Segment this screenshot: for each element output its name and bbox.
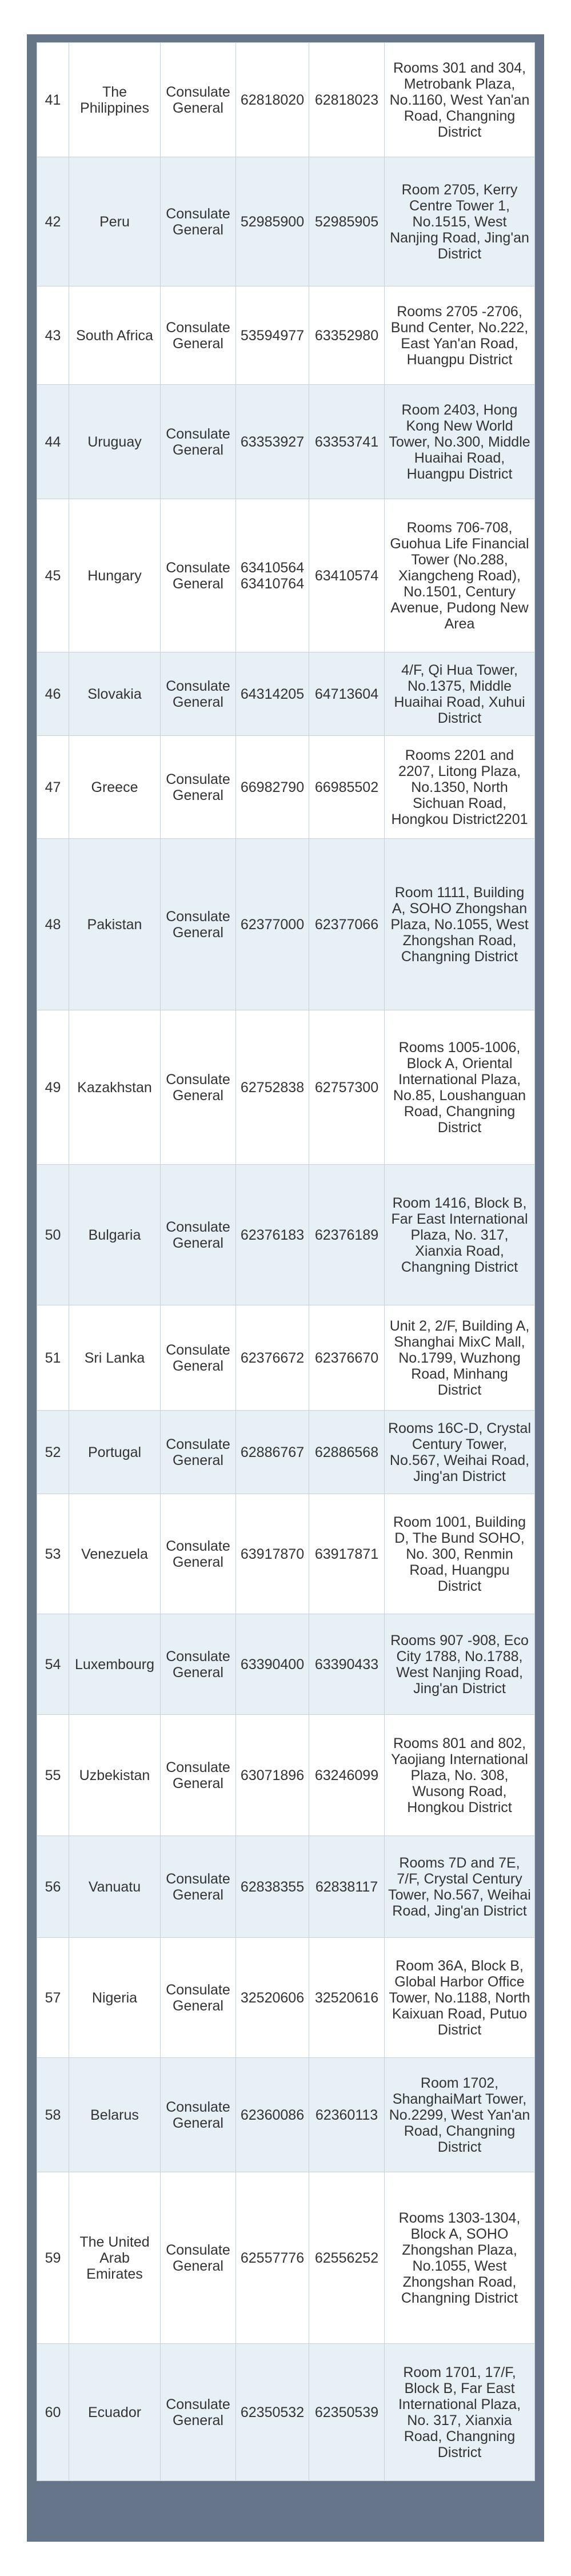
- table-row: [37, 1305, 535, 1411]
- country-cell: Uruguay: [69, 385, 161, 499]
- address-cell: Room 2705, Kerry Centre Tower 1, No.1515, West Nanjing Road, Jing'an District: [385, 157, 535, 286]
- address-cell: Unit 2, 2/F, Building A, Shanghai MixC Mall, No.1799, Wuzhong Road, Minhang District: [385, 1305, 535, 1411]
- table-row: [37, 1938, 535, 2058]
- country-cell: Uzbekistan: [69, 1715, 161, 1836]
- phone-cell: 63410564 63410764: [236, 499, 309, 652]
- table-row: [37, 286, 535, 385]
- table-row: [37, 1614, 535, 1715]
- address-cell: Rooms 706-708, Guohua Life Financial Tower (No.288, Xiangcheng Road), No.1501, Century Avenue, Pudong New Area: [385, 499, 535, 652]
- table-body: [37, 43, 535, 2481]
- row-number: 50: [37, 1165, 69, 1305]
- table-row: [37, 499, 535, 652]
- fax-cell: 62376189: [309, 1165, 385, 1305]
- country-cell: Pakistan: [69, 839, 161, 1010]
- address-cell: Rooms 2705 -2706, Bund Center, No.222, East Yan'an Road, Huangpu District: [385, 286, 535, 385]
- fax-cell: 63246099: [309, 1715, 385, 1836]
- address-cell: Room 1701, 17/F, Block B, Far East International Plaza, No. 317, Xianxia Road, Changning District: [385, 2344, 535, 2481]
- country-cell: South Africa: [69, 286, 161, 385]
- country-cell: Luxembourg: [69, 1614, 161, 1715]
- row-number: 56: [37, 1836, 69, 1938]
- country-cell: Hungary: [69, 499, 161, 652]
- country-cell: Portugal: [69, 1411, 161, 1494]
- mission-type-cell: Consulate General: [161, 1494, 236, 1614]
- row-number: 59: [37, 2172, 69, 2344]
- table-row: [37, 1836, 535, 1938]
- mission-type-cell: Consulate General: [161, 1614, 236, 1715]
- address-cell: Room 36A, Block B, Global Harbor Office Tower, No.1188, North Kaixuan Road, Putuo District: [385, 1938, 535, 2058]
- phone-cell: 66982790: [236, 736, 309, 839]
- phone-cell: 62838355: [236, 1836, 309, 1938]
- row-number: 51: [37, 1305, 69, 1411]
- phone-cell: 63353927: [236, 385, 309, 499]
- country-cell: Greece: [69, 736, 161, 839]
- row-number: 58: [37, 2058, 69, 2172]
- address-cell: Rooms 7D and 7E, 7/F, Crystal Century Tower, No.567, Weihai Road, Jing'an District: [385, 1836, 535, 1938]
- fax-cell: 32520616: [309, 1938, 385, 2058]
- fax-cell: 62757300: [309, 1010, 385, 1165]
- country-cell: Ecuador: [69, 2344, 161, 2481]
- mission-type-cell: Consulate General: [161, 43, 236, 157]
- table-row: [37, 157, 535, 286]
- address-cell: Rooms 16C-D, Crystal Century Tower, No.567, Weihai Road, Jing'an District: [385, 1411, 535, 1494]
- address-cell: Room 1702, ShanghaiMart Tower, No.2299, West Yan'an Road, Changning District: [385, 2058, 535, 2172]
- mission-type-cell: Consulate General: [161, 2058, 236, 2172]
- table-row: [37, 2172, 535, 2344]
- table-row: [37, 1411, 535, 1494]
- table-row: [37, 652, 535, 736]
- mission-type-cell: Consulate General: [161, 1938, 236, 2058]
- phone-cell: 53594977: [236, 286, 309, 385]
- phone-cell: 63390400: [236, 1614, 309, 1715]
- mission-type-cell: Consulate General: [161, 839, 236, 1010]
- country-cell: Vanuatu: [69, 1836, 161, 1938]
- country-cell: Venezuela: [69, 1494, 161, 1614]
- table-frame: [27, 34, 544, 2542]
- row-number: 45: [37, 499, 69, 652]
- phone-cell: 62360086: [236, 2058, 309, 2172]
- country-cell: Bulgaria: [69, 1165, 161, 1305]
- table-row: [37, 1010, 535, 1165]
- country-cell: Slovakia: [69, 652, 161, 736]
- row-number: 55: [37, 1715, 69, 1836]
- mission-type-cell: Consulate General: [161, 1411, 236, 1494]
- table-row: [37, 2058, 535, 2172]
- phone-cell: 64314205: [236, 652, 309, 736]
- table-row: [37, 385, 535, 499]
- mission-type-cell: Consulate General: [161, 1836, 236, 1938]
- mission-type-cell: Consulate General: [161, 286, 236, 385]
- mission-type-cell: Consulate General: [161, 385, 236, 499]
- address-cell: Rooms 801 and 802, Yaojiang International Plaza, No. 308, Wusong Road, Hongkou District: [385, 1715, 535, 1836]
- mission-type-cell: Consulate General: [161, 1010, 236, 1165]
- country-cell: Nigeria: [69, 1938, 161, 2058]
- fax-cell: 62838117: [309, 1836, 385, 1938]
- phone-cell: 32520606: [236, 1938, 309, 2058]
- country-cell: Peru: [69, 157, 161, 286]
- country-cell: Sri Lanka: [69, 1305, 161, 1411]
- table-row: [37, 1715, 535, 1836]
- row-number: 48: [37, 839, 69, 1010]
- mission-type-cell: Consulate General: [161, 736, 236, 839]
- fax-cell: 62350539: [309, 2344, 385, 2481]
- table-row: [37, 1165, 535, 1305]
- fax-cell: 62556252: [309, 2172, 385, 2344]
- row-number: 44: [37, 385, 69, 499]
- phone-cell: 63917870: [236, 1494, 309, 1614]
- row-number: 46: [37, 652, 69, 736]
- fax-cell: 63390433: [309, 1614, 385, 1715]
- address-cell: Rooms 2201 and 2207, Litong Plaza, No.1350, North Sichuan Road, Hongkou District2201: [385, 736, 535, 839]
- fax-cell: 62376670: [309, 1305, 385, 1411]
- row-number: 57: [37, 1938, 69, 2058]
- address-cell: Rooms 1303-1304, Block A, SOHO Zhongshan Plaza, No.1055, West Zhongshan Road, Changning District: [385, 2172, 535, 2344]
- phone-cell: 62376672: [236, 1305, 309, 1411]
- mission-type-cell: Consulate General: [161, 1165, 236, 1305]
- mission-type-cell: Consulate General: [161, 1715, 236, 1836]
- row-number: 60: [37, 2344, 69, 2481]
- table-row: [37, 2344, 535, 2481]
- country-cell: Belarus: [69, 2058, 161, 2172]
- table-row: [37, 1494, 535, 1614]
- fax-cell: 62818023: [309, 43, 385, 157]
- country-cell: The United Arab Emirates: [69, 2172, 161, 2344]
- consulates-table: [37, 42, 535, 2481]
- address-cell: Rooms 907 -908, Eco City 1788, No.1788, West Nanjing Road, Jing'an District: [385, 1614, 535, 1715]
- mission-type-cell: Consulate General: [161, 2172, 236, 2344]
- address-cell: Rooms 301 and 304, Metrobank Plaza, No.1160, West Yan'an Road, Changning District: [385, 43, 535, 157]
- phone-cell: 62818020: [236, 43, 309, 157]
- country-cell: The Philippines: [69, 43, 161, 157]
- row-number: 42: [37, 157, 69, 286]
- fax-cell: 63410574: [309, 499, 385, 652]
- row-number: 54: [37, 1614, 69, 1715]
- address-cell: Room 2403, Hong Kong New World Tower, No.300, Middle Huaihai Road, Huangpu District: [385, 385, 535, 499]
- fax-cell: 63353741: [309, 385, 385, 499]
- address-cell: Room 1416, Block B, Far East International Plaza, No. 317, Xianxia Road, Changning District: [385, 1165, 535, 1305]
- phone-cell: 62350532: [236, 2344, 309, 2481]
- table-row: [37, 736, 535, 839]
- address-cell: 4/F, Qi Hua Tower, No.1375, Middle Huaihai Road, Xuhui District: [385, 652, 535, 736]
- table-row: [37, 839, 535, 1010]
- phone-cell: 62376183: [236, 1165, 309, 1305]
- fax-cell: 62377066: [309, 839, 385, 1010]
- mission-type-cell: Consulate General: [161, 1305, 236, 1411]
- mission-type-cell: Consulate General: [161, 652, 236, 736]
- row-number: 47: [37, 736, 69, 839]
- country-cell: Kazakhstan: [69, 1010, 161, 1165]
- row-number: 53: [37, 1494, 69, 1614]
- fax-cell: 66985502: [309, 736, 385, 839]
- phone-cell: 62886767: [236, 1411, 309, 1494]
- fax-cell: 52985905: [309, 157, 385, 286]
- address-cell: Room 1001, Building D, The Bund SOHO, No. 300, Renmin Road, Huangpu District: [385, 1494, 535, 1614]
- fax-cell: 63352980: [309, 286, 385, 385]
- address-cell: Rooms 1005-1006, Block A, Oriental International Plaza, No.85, Loushanguan Road, Changning District: [385, 1010, 535, 1165]
- fax-cell: 64713604: [309, 652, 385, 736]
- table-row: [37, 43, 535, 157]
- phone-cell: 62752838: [236, 1010, 309, 1165]
- phone-cell: 63071896: [236, 1715, 309, 1836]
- phone-cell: 52985900: [236, 157, 309, 286]
- row-number: 49: [37, 1010, 69, 1165]
- mission-type-cell: Consulate General: [161, 2344, 236, 2481]
- mission-type-cell: Consulate General: [161, 157, 236, 286]
- row-number: 43: [37, 286, 69, 385]
- row-number: 41: [37, 43, 69, 157]
- fax-cell: 62360113: [309, 2058, 385, 2172]
- mission-type-cell: Consulate General: [161, 499, 236, 652]
- fax-cell: 62886568: [309, 1411, 385, 1494]
- phone-cell: 62557776: [236, 2172, 309, 2344]
- phone-cell: 62377000: [236, 839, 309, 1010]
- address-cell: Room 1111, Building A, SOHO Zhongshan Plaza, No.1055, West Zhongshan Road, Changning District: [385, 839, 535, 1010]
- fax-cell: 63917871: [309, 1494, 385, 1614]
- row-number: 52: [37, 1411, 69, 1494]
